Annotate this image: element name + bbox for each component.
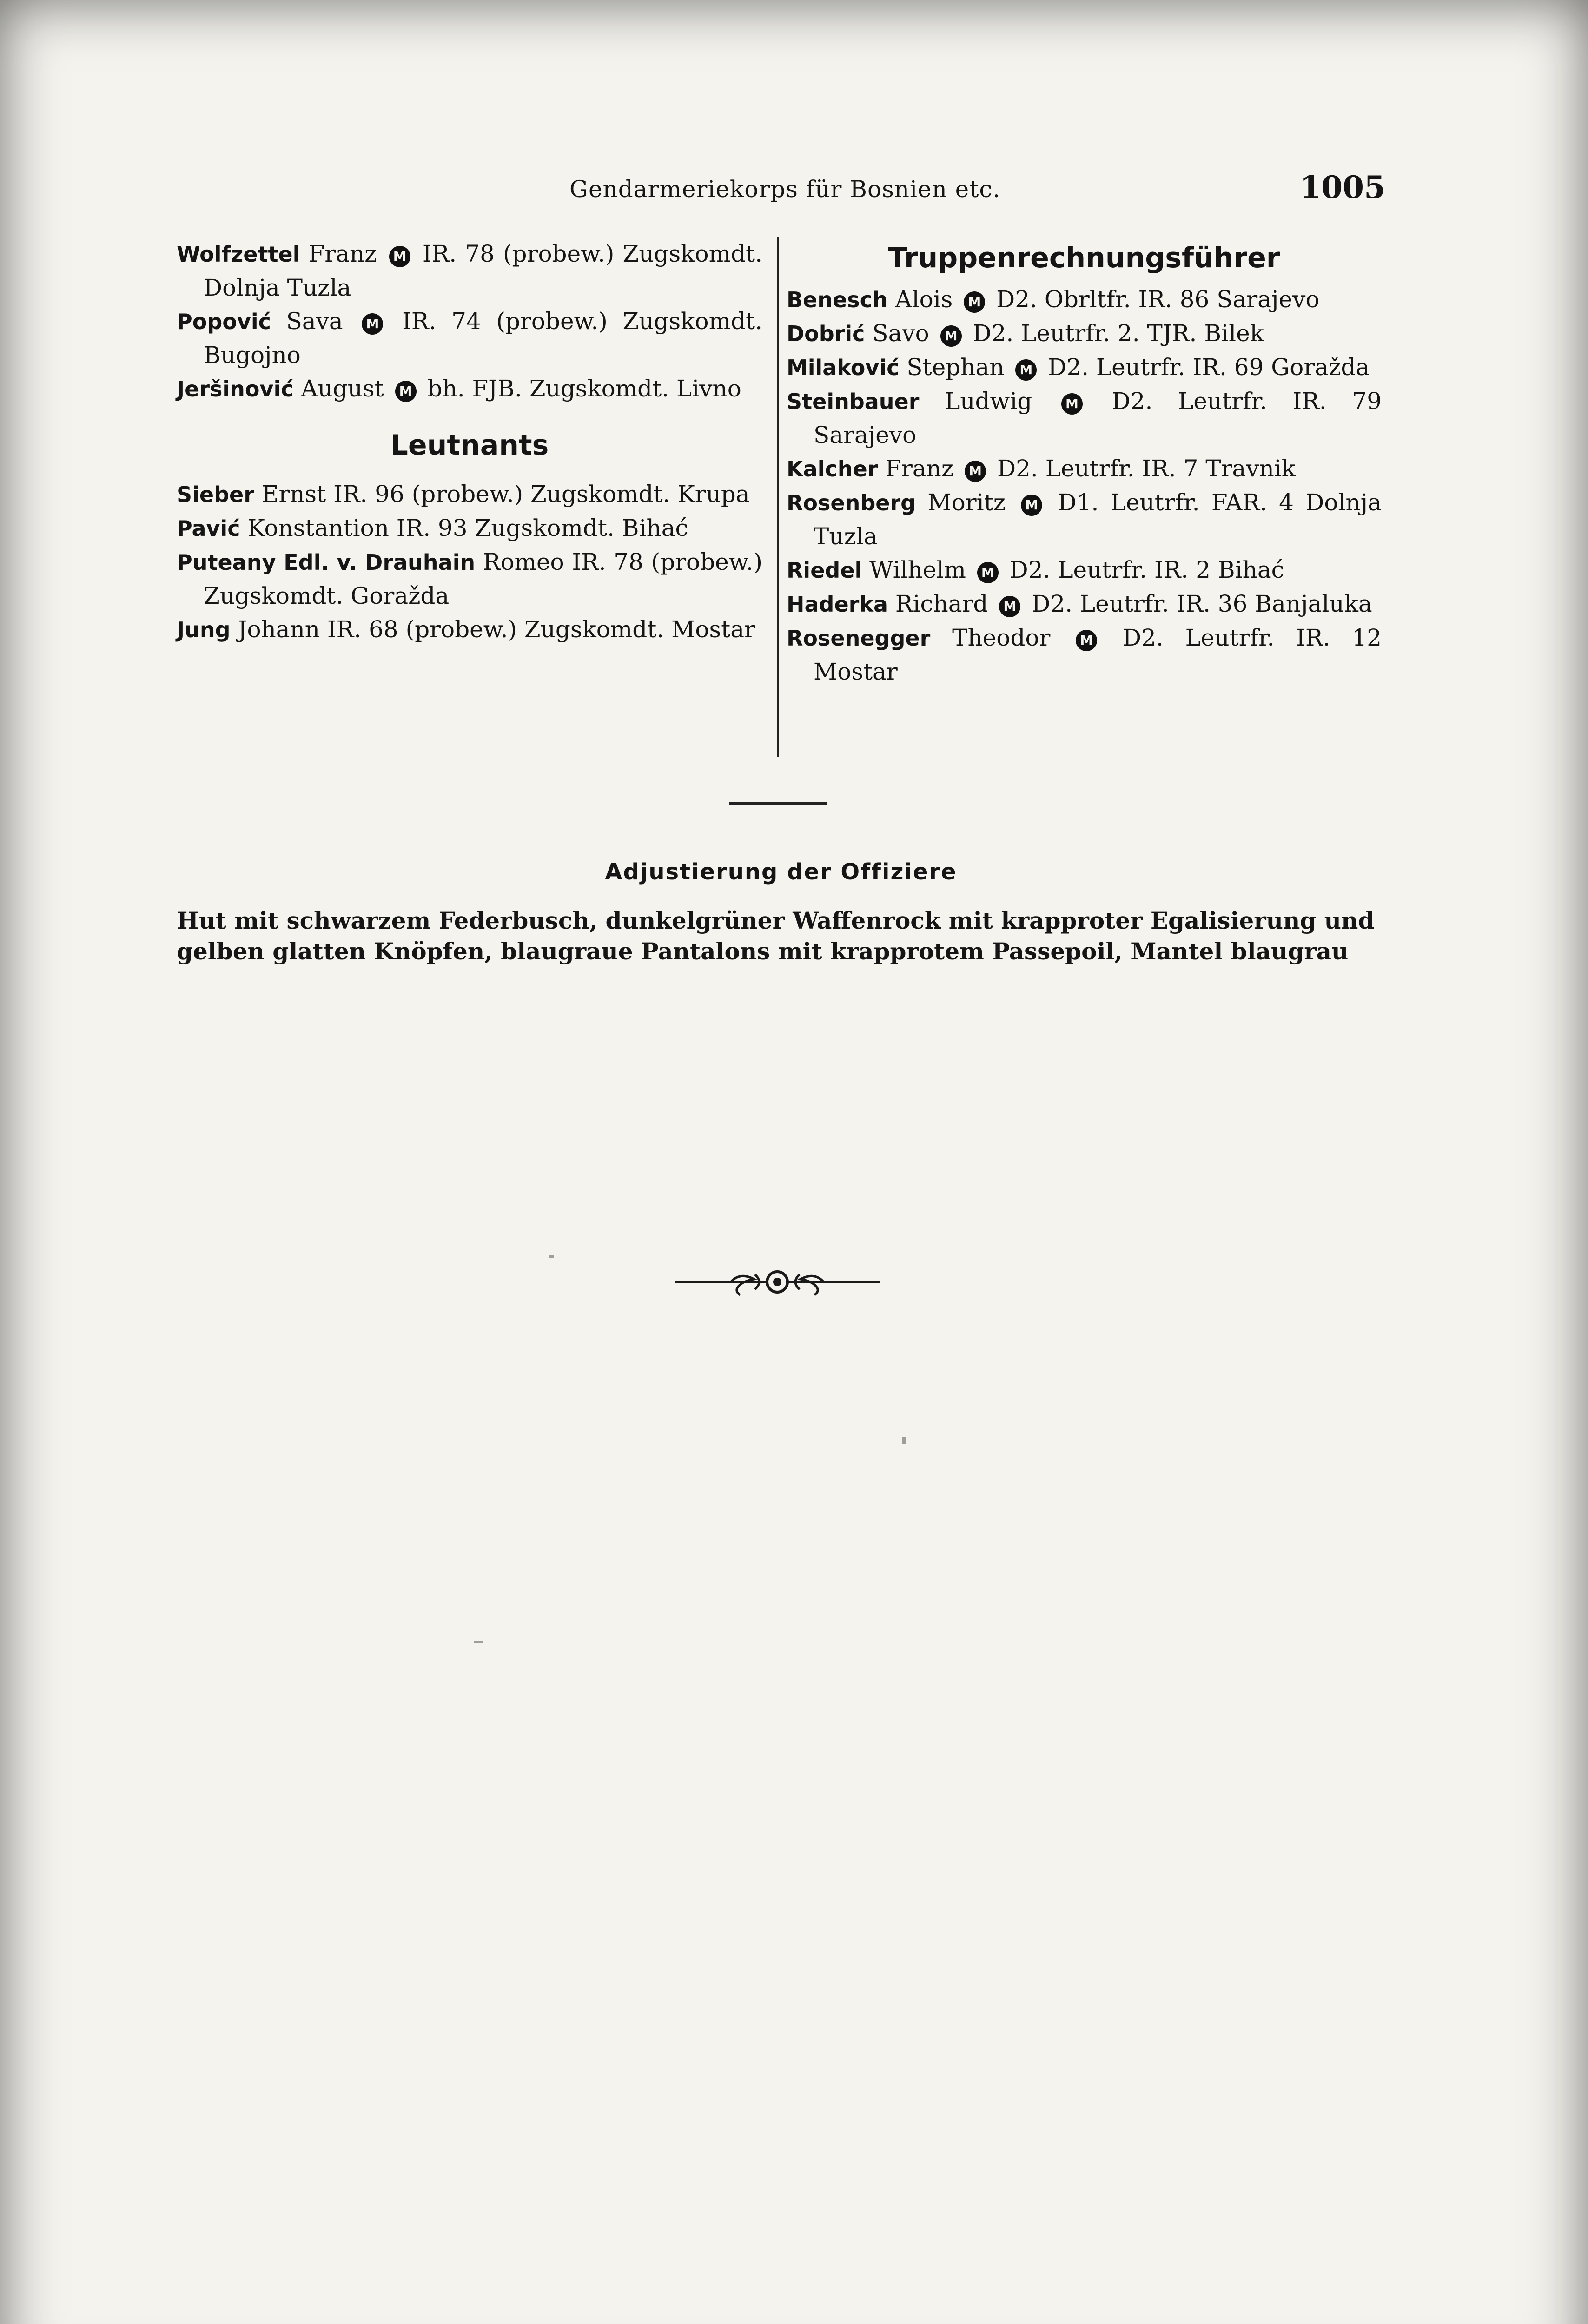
running-title: Gendarmeriekorps für Bosnien etc. (569, 176, 1001, 203)
adjustierung-line-2: gelben glatten Knöpfen, blaugraue Pantalons mit krapprotem Passepoil, Mantel blaugrau (177, 938, 1349, 965)
entry-surname: Popović (177, 309, 271, 334)
left-column (177, 237, 762, 647)
entry-surname: Jung (177, 617, 231, 642)
roster-entry: Jeršinović August M bh. FJB. Zugskomdt. Livno (177, 375, 741, 402)
entry-surname: Kalcher (787, 456, 878, 482)
scan-speck (549, 1255, 554, 1258)
adjustierung-section (177, 859, 1385, 967)
roster-entry: Milaković Stephan M D2. Leutrfr. IR. 69 Goražda (787, 354, 1370, 381)
section-rule (729, 802, 827, 805)
roster-entry: Benesch Alois M D2. Obrltfr. IR. 86 Sarajevo (787, 286, 1320, 313)
entry-surname: Rosenegger (787, 626, 931, 651)
roster-entry: Puteany Edl. v. Drauhain Romeo IR. 78 (probew.) Zugskomdt. Goražda (177, 548, 762, 609)
circle-m-icon: M (965, 461, 986, 482)
right-column (787, 237, 1382, 688)
entry-surname: Milaković (787, 355, 900, 380)
circle-m-icon: M (940, 325, 962, 347)
circle-m-icon: M (1015, 359, 1037, 381)
entry-surname: Jeršinović (177, 376, 294, 402)
adjustierung-line-1: Hut mit schwarzem Federbusch, dunkelgrüner Waffenrock mit krapproter Egalisierung und (177, 907, 1375, 934)
circle-m-icon: M (389, 246, 410, 267)
show-through-text (153, 883, 160, 918)
adjustierung-text (177, 905, 1385, 967)
page-header (177, 169, 1385, 218)
ornament-divider-icon (675, 1263, 880, 1301)
circle-m-icon: M (395, 381, 417, 402)
circle-m-icon: M (362, 313, 383, 335)
section-title-truppenrechnungsfuehrer: Truppenrechnungsführer (888, 242, 1280, 274)
scan-speck (474, 1641, 483, 1643)
entry-surname: Pavić (177, 516, 240, 541)
roster-entry: Steinbauer Ludwig M D2. Leutrfr. IR. 79 Sarajevo (787, 388, 1382, 449)
entry-surname: Steinbauer (787, 389, 920, 414)
circle-m-icon: M (1061, 393, 1083, 415)
roster-entry: Rosenegger Theodor M D2. Leutrfr. IR. 12 Mostar (787, 624, 1382, 685)
entry-surname: Benesch (787, 287, 888, 312)
roster-entry: Haderka Richard M D2. Leutrfr. IR. 36 Banjaluka (787, 590, 1372, 617)
entry-surname: Sieber (177, 482, 254, 507)
scan-speck (902, 1437, 906, 1444)
roster-entry: Wolfzettel Franz M IR. 78 (probew.) Zugskomdt. Dolnja Tuzla (177, 240, 762, 301)
entry-surname: Puteany Edl. v. Drauhain (177, 550, 476, 575)
section-title-leutnants: Leutnants (390, 429, 549, 462)
entry-surname: Haderka (787, 592, 888, 617)
circle-m-icon: M (999, 596, 1020, 617)
circle-m-icon: M (964, 291, 985, 313)
circle-m-icon: M (1076, 630, 1097, 651)
column-divider (777, 237, 779, 757)
roster-entry: Jung Johann IR. 68 (probew.) Zugskomdt. Mostar (177, 616, 755, 643)
roster-entry: Dobrić Savo M D2. Leutrfr. 2. TJR. Bilek (787, 320, 1264, 347)
page-number: 1005 (1300, 169, 1385, 205)
entry-surname: Riedel (787, 558, 862, 583)
entry-surname: Rosenberg (787, 490, 916, 515)
roster-entry: Rosenberg Moritz M D1. Leutrfr. FAR. 4 Dolnja Tuzla (787, 489, 1382, 550)
circle-m-icon: M (1021, 495, 1042, 516)
roster-entry: Sieber Ernst IR. 96 (probew.) Zugskomdt. Krupa (177, 481, 750, 508)
entry-surname: Wolfzettel (177, 242, 300, 267)
roster-entry: Pavić Konstantion IR. 93 Zugskomdt. Bihać (177, 515, 688, 541)
adjustierung-title: Adjustierung der Offiziere (605, 859, 957, 885)
circle-m-icon: M (977, 562, 999, 583)
roster-entry: Popović Sava M IR. 74 (probew.) Zugskomdt. Bugojno (177, 308, 762, 369)
roster-entry: Kalcher Franz M D2. Leutrfr. IR. 7 Travnik (787, 455, 1296, 482)
roster-entry: Riedel Wilhelm M D2. Leutrfr. IR. 2 Bihać (787, 556, 1284, 583)
entry-surname: Dobrić (787, 321, 865, 346)
